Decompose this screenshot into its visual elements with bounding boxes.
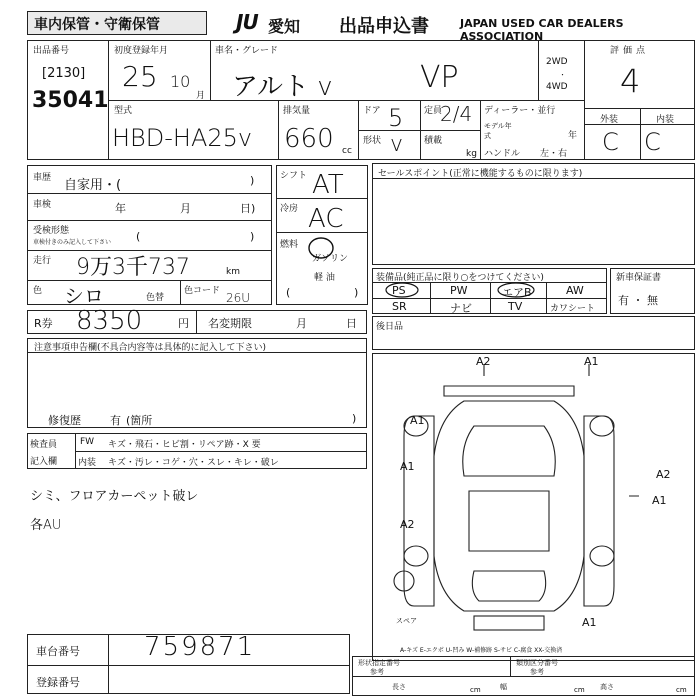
name-change-label: 名変期限 <box>208 317 252 330</box>
damage-mark-4: A2 <box>656 468 671 481</box>
damage-mark-2: A1 <box>584 355 599 368</box>
mileage-unit: km <box>226 267 240 277</box>
shape-spec-label: 形状指定番号 <box>358 659 400 667</box>
displacement-unit: cc <box>342 146 352 156</box>
equipment-tv: TV <box>508 300 523 313</box>
drive-4wd: 4WD <box>546 82 568 92</box>
repair-label: 修復歴 <box>48 414 81 427</box>
fw-items: キズ・飛石・ヒビ割・リペア跡・X 要 <box>108 440 261 450</box>
score-int-value: C <box>644 128 661 156</box>
doors-label: ドア <box>363 106 381 116</box>
score-ext-label: 外装 <box>600 115 619 125</box>
damage-legend: A-キズ E-エクボ U-凹み W-補修跡 S-サビ C-腐食 XX-交換済 <box>400 647 563 654</box>
recycle-fee-value: 8350 <box>76 306 143 336</box>
model-year-unit: 年 <box>568 131 578 141</box>
displacement-value: 660 <box>284 124 334 154</box>
inspector-label-1: 検査員 <box>30 440 58 450</box>
car-name-value: アルト v <box>232 72 333 102</box>
damage-mark-1: A2 <box>476 355 491 368</box>
lot-label: 出品番号 <box>33 46 70 56</box>
fw-label: FW <box>80 437 95 447</box>
history-label: 車歴 <box>33 173 52 183</box>
shift-value: AT <box>312 170 344 200</box>
first-reg-year: 25 <box>122 60 158 93</box>
inspection-day: 日) <box>240 202 256 215</box>
lot-number: 35041 <box>32 88 109 113</box>
car-name-label: 車名・グレード <box>215 46 279 56</box>
load-label: 積載 <box>424 136 443 146</box>
fuel-close: ) <box>354 286 359 299</box>
dim-height-unit: cm <box>676 686 687 694</box>
dim-height: 高さ <box>600 683 614 691</box>
equipment-ps-circle <box>384 282 424 298</box>
inspection-year: 年 <box>115 202 126 215</box>
car-damage-diagram <box>374 356 694 656</box>
recycle-sub: 車検付きのみ記入して下さい <box>33 239 112 246</box>
score-label: 評価点 <box>610 46 650 56</box>
repair-yes: 有 <box>110 414 121 427</box>
equipment-seat: カワシート <box>550 304 596 314</box>
color-value: シロ <box>64 284 104 308</box>
fuel-diesel: 軽 油 <box>314 273 335 283</box>
interior-items: キズ・汚レ・コゲ・穴・スレ・キレ・破レ <box>108 458 279 468</box>
inspector-label-2: 記入欄 <box>30 457 58 467</box>
dim-width: 幅 <box>500 683 507 691</box>
shape-label: 形状 <box>363 136 382 146</box>
damage-mark-5: A1 <box>400 460 415 473</box>
recycle-fee-label: R券 <box>34 317 53 330</box>
fuel-gas: ガソリン <box>312 254 349 264</box>
inspector-note-1: シミ、フロアカーペット破レ <box>30 489 199 504</box>
fuel-label: 燃料 <box>280 240 299 250</box>
shift-label: シフト <box>280 171 308 181</box>
brand-location: 愛知 <box>268 17 301 36</box>
car-grade-value: VP <box>420 60 459 95</box>
mileage-value: 9万3千737 <box>76 255 190 280</box>
equipment-ps: PS <box>392 284 406 297</box>
damage-mark-7: A2 <box>400 518 415 531</box>
model-value: HBD-HA25v <box>112 124 253 152</box>
spare-label: スペア <box>396 617 417 625</box>
recycle-fee-unit: 円 <box>178 317 189 330</box>
first-reg-month: 10 <box>170 72 191 91</box>
recycle-open: ( <box>136 230 141 243</box>
class-label: 類別区分番号 <box>516 659 558 667</box>
model-year-label: モデル年式 <box>484 122 512 140</box>
dealer-label: ディーラー・並行 <box>484 106 556 116</box>
damage-mark-6: A1 <box>652 494 667 507</box>
equipment-airbag: エアB <box>502 286 532 299</box>
lot-bracket: [2130] <box>42 66 86 81</box>
history-close: ) <box>250 174 255 187</box>
name-change-month: 月 <box>296 317 307 330</box>
after-date-label: 後日品 <box>376 322 404 332</box>
warranty-opts: 有 ・ 無 <box>618 294 658 307</box>
color-code-label: 色コード <box>184 286 221 296</box>
dim-length: 長さ <box>392 683 406 691</box>
aircon-value: AC <box>308 204 344 234</box>
paint-label: 色替 <box>146 293 165 303</box>
warranty-label: 新車保証書 <box>616 273 662 283</box>
fuel-open: ( <box>286 286 291 299</box>
brand-logo: JU <box>236 10 258 34</box>
after-date-box <box>372 316 695 350</box>
equipment-aw: AW <box>566 284 584 297</box>
equipment-navi: ナビ <box>450 302 472 315</box>
drive-2wd: 2WD <box>546 57 568 67</box>
name-change-day: 日 <box>346 317 357 330</box>
score-ext-value: C <box>602 128 619 156</box>
handle-label: ハンドル <box>484 149 521 159</box>
equipment-label: 装備品(純正品に限り○をつけてください) <box>376 273 544 283</box>
class-ref: 参考 <box>530 668 544 676</box>
model-label: 型式 <box>114 106 133 116</box>
equipment-airbag-circle <box>496 282 540 298</box>
shape-value: v <box>390 132 404 157</box>
damage-mark-3: A1 <box>410 414 425 427</box>
damage-mark-8: A1 <box>582 616 597 629</box>
repair-close: ) <box>352 412 357 425</box>
inspection-label: 車検 <box>33 200 52 210</box>
registration-label: 登録番号 <box>36 676 80 689</box>
association-name: JAPAN USED CAR DEALERS ASSOCIATION <box>460 17 624 43</box>
color-code-value: 26U <box>226 291 251 305</box>
mileage-label: 走行 <box>33 256 52 266</box>
dim-width-unit: cm <box>574 686 585 694</box>
capacity-value: 2/4 <box>440 102 473 126</box>
interior-label: 内装 <box>78 458 97 468</box>
notes-label: 注意事項申告欄(不具合内容等は具体的に記入して下さい) <box>34 343 267 353</box>
first-reg-month-unit: 月 <box>196 91 206 101</box>
chassis-value: 759871 <box>144 632 256 662</box>
equipment-sr: SR <box>392 300 407 313</box>
dim-length-unit: cm <box>470 686 481 694</box>
aircon-label: 冷房 <box>280 204 299 214</box>
handle-opts: 左・右 <box>540 149 568 159</box>
doors-value: 5 <box>388 104 404 132</box>
score-int-label: 内装 <box>656 115 675 125</box>
color-label: 色 <box>33 286 43 296</box>
displacement-label: 排気量 <box>283 106 311 116</box>
load-unit: kg <box>466 149 477 159</box>
storage-label: 車内保管・守衛保管 <box>34 17 160 33</box>
first-reg-label: 初度登録年月 <box>114 46 169 56</box>
inspection-month: 月 <box>180 202 191 215</box>
capacity-label: 定員 <box>424 106 443 116</box>
repair-loc: (箇所 <box>126 414 153 427</box>
sales-point-label: セールスポイント(正常に機能するものに限ります) <box>378 169 583 179</box>
recycle-label: 受検形態 <box>33 226 70 236</box>
inspector-note-2: 各AU <box>30 518 62 533</box>
form-title: 出品申込書 <box>339 16 429 37</box>
chassis-label: 車台番号 <box>36 645 80 658</box>
recycle-close: ) <box>250 230 255 243</box>
equipment-pw: PW <box>450 284 468 297</box>
shape-spec-ref: 参考 <box>370 668 384 676</box>
history-value: 自家用・( <box>64 178 122 193</box>
score-value: 4 <box>620 62 641 100</box>
